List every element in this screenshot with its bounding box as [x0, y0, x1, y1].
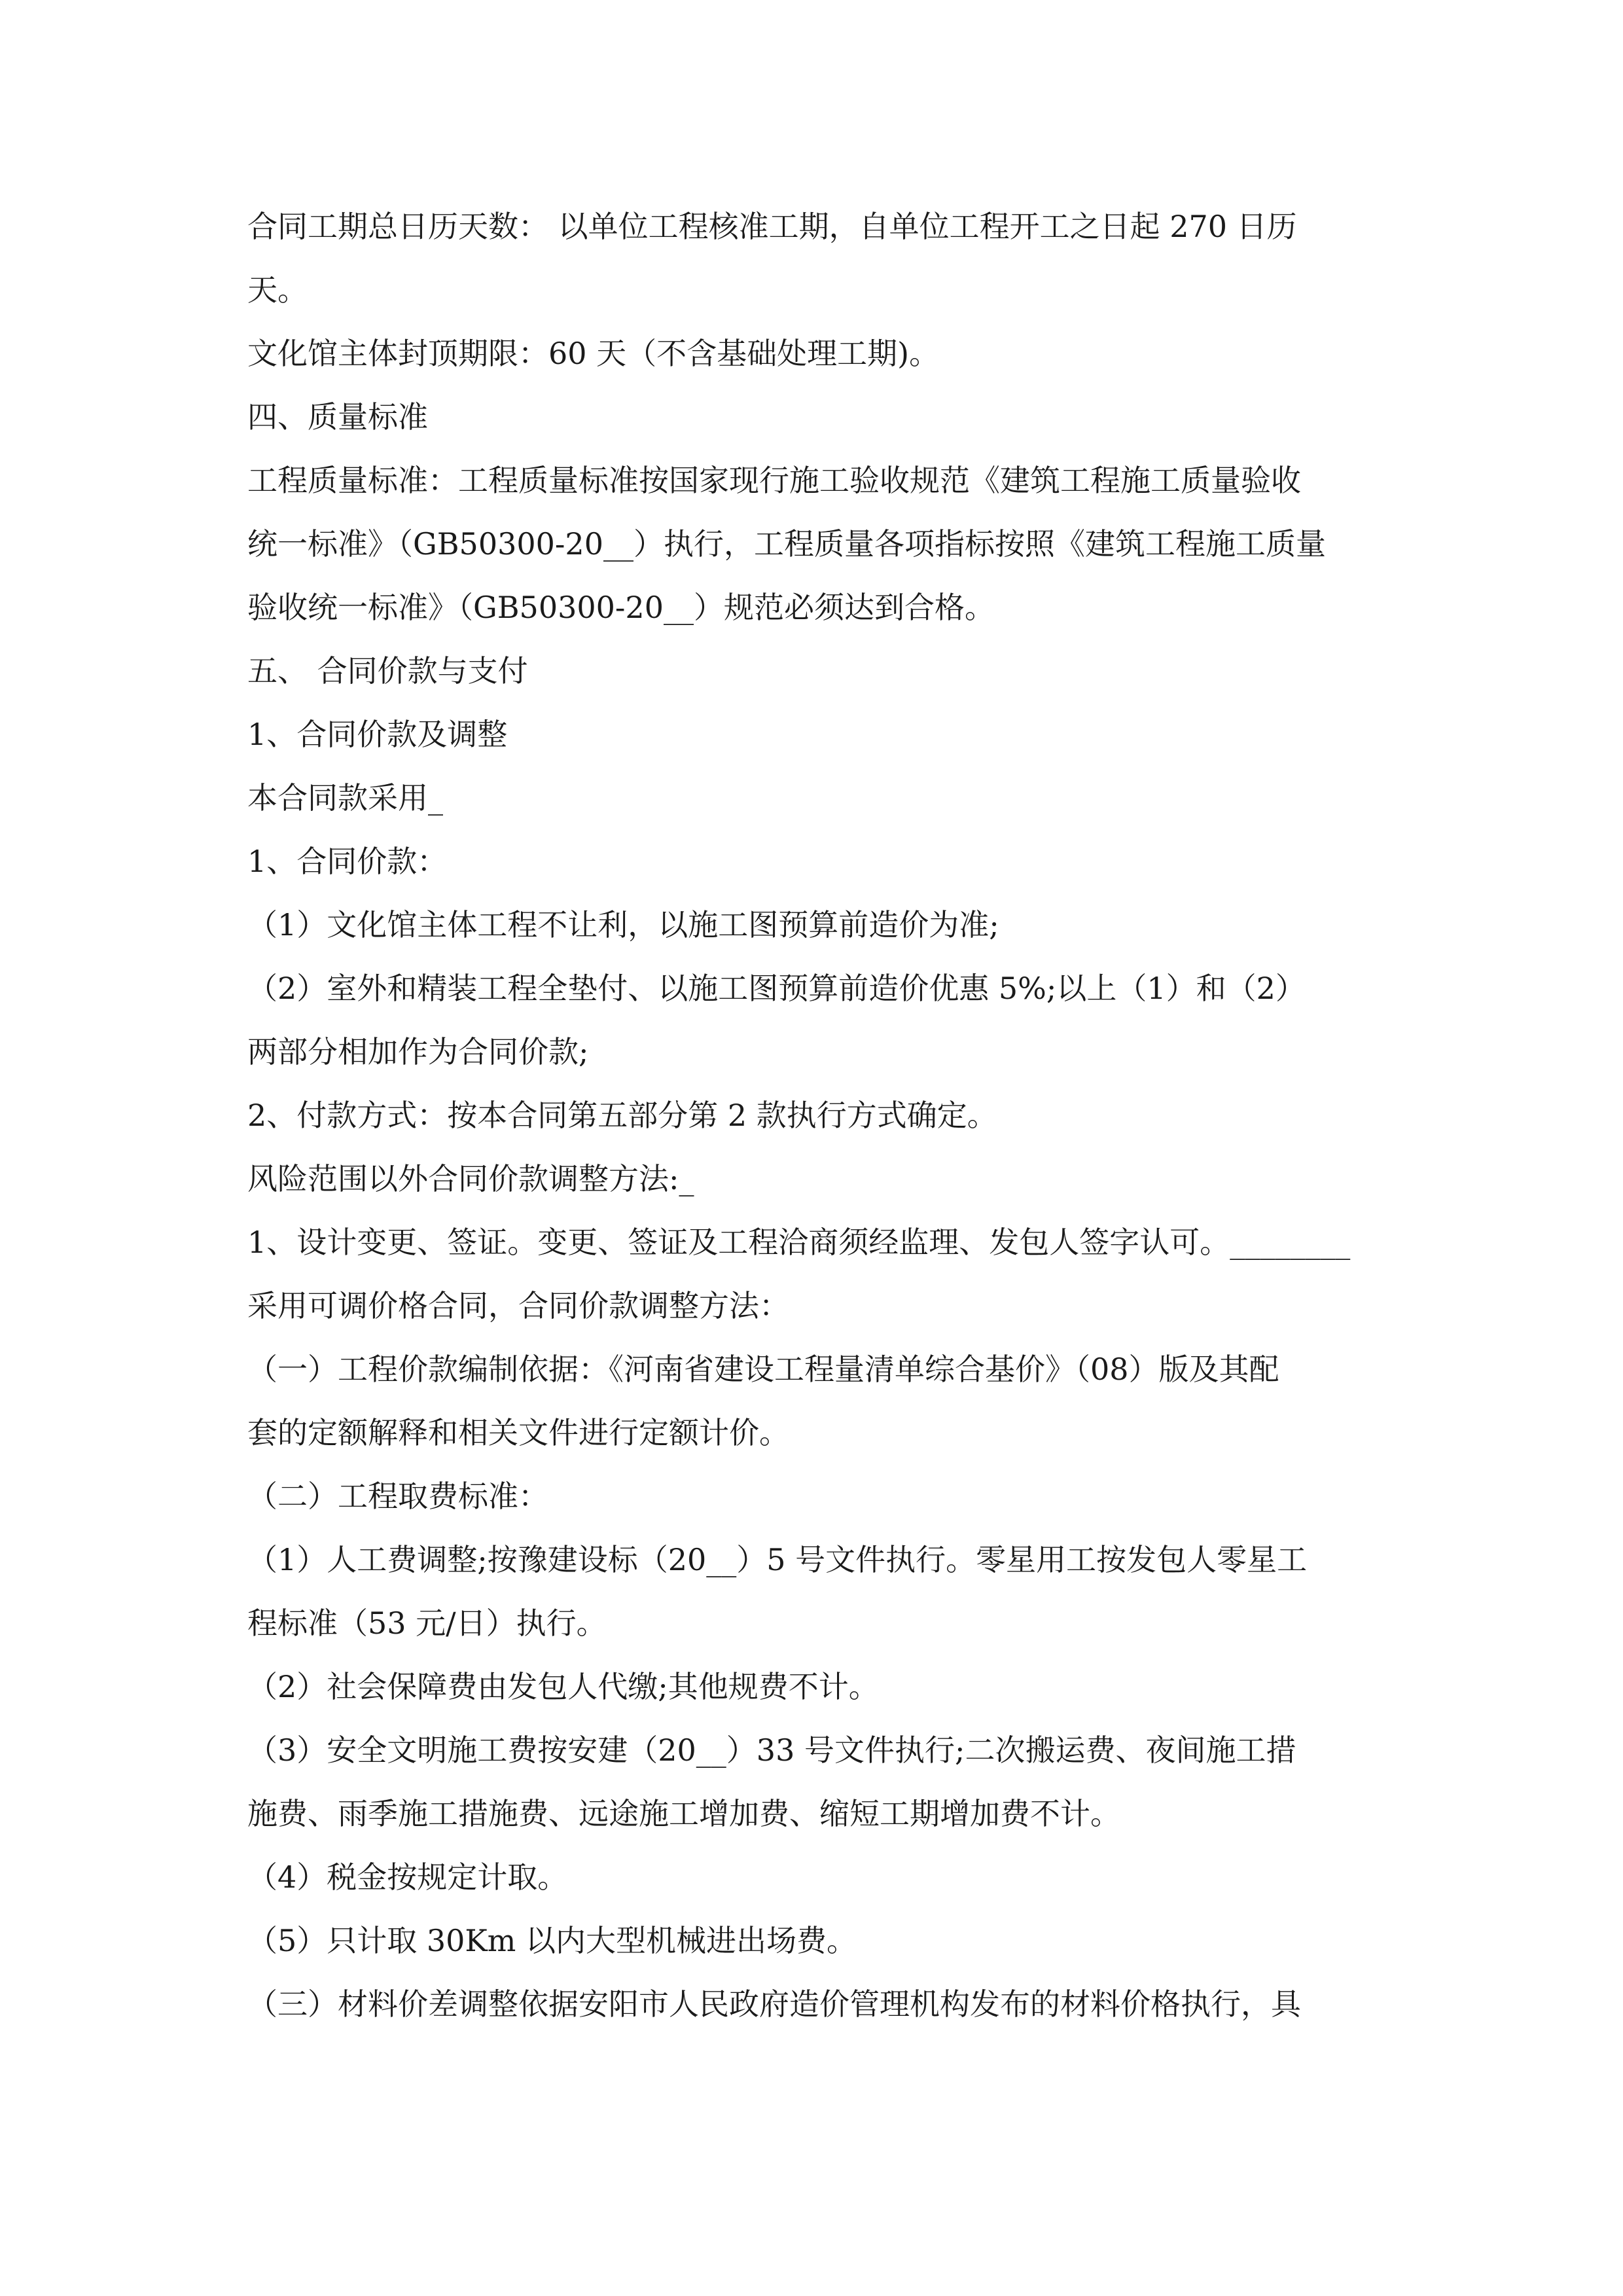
text-line: （1）人工费调整;按豫建设标（20__）5 号文件执行。零星用工按发包人零星工 [247, 1542, 1308, 1577]
text-line: 天。 [247, 272, 308, 308]
text-line: （3）安全文明施工费按安建（20__）33 号文件执行;二次搬运费、夜间施工措 [247, 1732, 1296, 1768]
text-line: 施费、雨季施工措施费、远途施工增加费、缩短工期增加费不计。 [247, 1796, 1120, 1831]
text-line: （三）材料价差调整依据安阳市人民政府造价管理机构发布的材料价格执行，具 [247, 1986, 1301, 2022]
text-line: 合同工期总日历天数： 以单位工程核准工期，自单位工程开工之日起 270 日历 [247, 209, 1297, 244]
text-line: （2）室外和精装工程全垫付、以施工图预算前造价优惠 5%;以上（1）和（2） [247, 971, 1306, 1006]
text-line: 套的定额解释和相关文件进行定额计价。 [247, 1415, 789, 1450]
text-line: 风险范围以外合同价款调整方法:_ [247, 1161, 694, 1196]
text-line: 1、设计变更、签证。变更、签证及工程洽商须经监理、发包人签字认可。________ [247, 1225, 1351, 1260]
text-line: 1、合同价款： [247, 844, 448, 879]
text-line: （二）工程取费标准： [247, 1479, 548, 1514]
text-line: （1）文化馆主体工程不让利，以施工图预算前造价为准; [247, 907, 999, 942]
text-line: （2）社会保障费由发包人代缴;其他规费不计。 [247, 1669, 879, 1704]
text-line: （一）工程价款编制依据：《河南省建设工程量清单综合基价》（08）版及其配 [247, 1352, 1279, 1387]
text-line: （4）税金按规定计取。 [247, 1859, 568, 1895]
text-line: 统一标准》（GB50300-20__）执行，工程质量各项指标按照《建筑工程施工质量 [247, 526, 1326, 562]
text-line: 1、合同价款及调整 [247, 717, 508, 752]
text-line: （5）只计取 30Km 以内大型机械进出场费。 [247, 1923, 857, 1958]
text-line: 文化馆主体封顶期限：60 天（不含基础处理工期)。 [247, 336, 940, 371]
text-line: 本合同款采用_ [247, 780, 443, 816]
text-line: 2、付款方式：按本合同第五部分第 2 款执行方式确定。 [247, 1098, 997, 1133]
text-line: 采用可调价格合同，合同价款调整方法： [247, 1288, 789, 1323]
section-heading: 四、质量标准 [247, 399, 428, 435]
text-line: 两部分相加作为合同价款; [247, 1034, 589, 1069]
section-heading: 五、 合同价款与支付 [247, 653, 528, 689]
text-line: 验收统一标准》（GB50300-20__）规范必须达到合格。 [247, 590, 995, 625]
text-line: 程标准（53 元/日）执行。 [247, 1605, 607, 1641]
text-line: 工程质量标准：工程质量标准按国家现行施工验收规范《建筑工程施工质量验收 [247, 463, 1301, 498]
